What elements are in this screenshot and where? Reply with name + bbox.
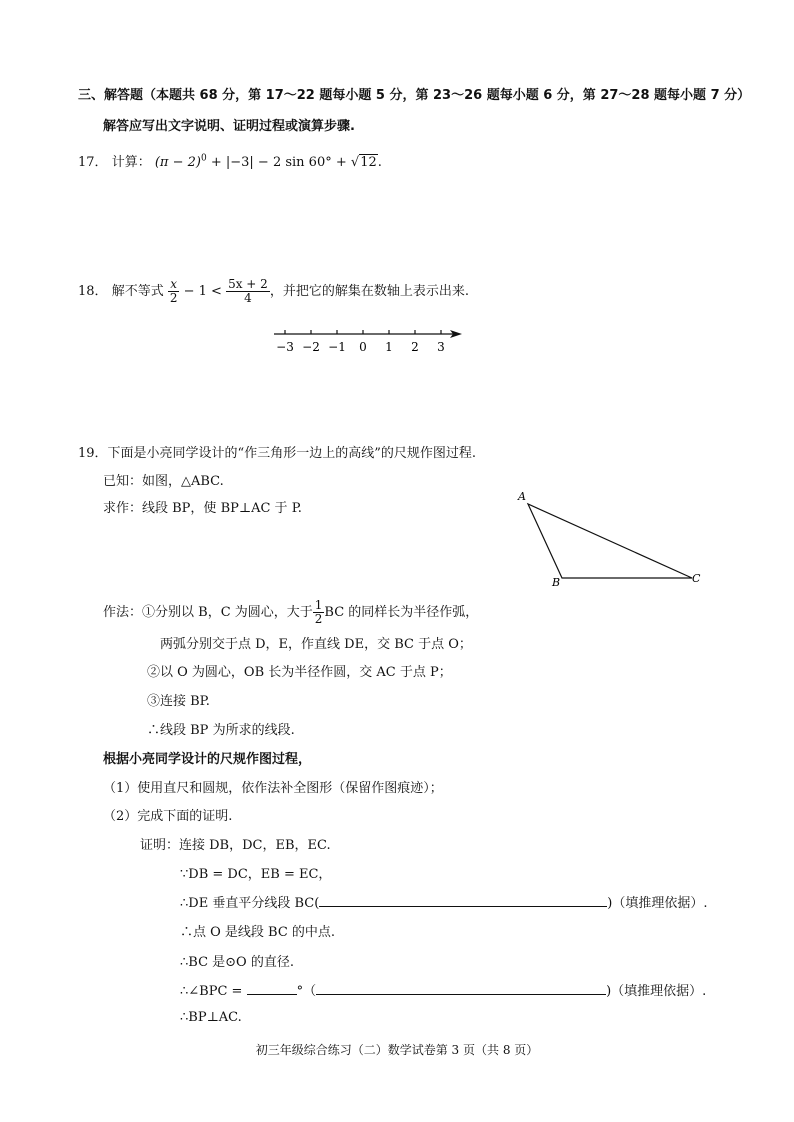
axis-label: 2 <box>411 340 419 354</box>
step1-frac-num: 1 <box>314 598 323 612</box>
triangle-abc <box>528 504 692 578</box>
q17-exponent: 0 <box>200 153 207 164</box>
axis-label: 1 <box>385 340 393 354</box>
number-line <box>268 322 468 358</box>
q17-expr-a: (π − 2) <box>154 155 201 170</box>
proof-line-5-deg: °（ <box>296 984 317 999</box>
vertex-c-label: C <box>692 572 701 585</box>
q18-frac1-num: x <box>168 278 180 292</box>
proof-line-2-b: )（填推理依据）. <box>607 896 708 911</box>
proof-line-5 <box>180 980 706 999</box>
proof-blank-reason-1[interactable] <box>319 894 607 907</box>
axis-label: 0 <box>359 340 367 354</box>
axis-label: 3 <box>437 340 445 354</box>
section-heading: 三、解答题（本题共 68 分，第 17～22 题每小题 5 分，第 23～26 题每小题 6 分，第 27～28 题每小题 7 分） <box>78 88 751 103</box>
step1-fraction <box>313 599 325 626</box>
q19-conclusion: ∴线段 BP 为所求的线段. <box>147 723 295 738</box>
proof-blank-reason-2[interactable] <box>316 982 606 995</box>
axis-label: −3 <box>276 340 294 354</box>
q18-frac1-den: 2 <box>169 291 178 305</box>
method-label: 作法： <box>103 605 143 620</box>
proof-line-1: ∵DB = DC，EB = EC， <box>180 867 332 882</box>
step1-part-a: ①分别以 B，C 为圆心，大于 <box>142 605 313 620</box>
q17-prompt: 计算： <box>111 155 151 170</box>
section-instruction: 解答应写出文字说明、证明过程或演算步骤. <box>103 119 355 134</box>
q19-task: 求作：线段 BP，使 BP⊥AC 于 P. <box>103 501 302 516</box>
q18-frac2-num: 5x + 2 <box>228 277 268 291</box>
proof-blank-angle[interactable] <box>247 982 297 995</box>
question-17 <box>78 151 382 170</box>
q17-radicand: 12 <box>360 155 377 170</box>
vertex-a-label: A <box>518 490 526 503</box>
proof-line-4: ∴BC 是⊙O 的直径. <box>180 955 294 970</box>
q18-number: 18． <box>78 284 108 299</box>
proof-line-3: ∴点 O 是线段 BC 的中点. <box>180 925 336 940</box>
q19-step-1 <box>103 599 478 626</box>
q18-prompt: 解不等式 <box>111 284 164 299</box>
question-18 <box>78 278 469 305</box>
q18-frac2-den: 4 <box>244 291 252 305</box>
q19-number: 19． <box>78 446 108 461</box>
step1-part-b: BC 的同样长为半径作弧， <box>324 605 479 620</box>
axis-label: −1 <box>328 340 346 354</box>
q18-mid: − 1 < <box>179 284 227 299</box>
q17-expr-b: + |−3| − 2 sin 60° + <box>206 155 351 170</box>
q18-suffix: ，并把它的解集在数轴上表示出来. <box>269 284 469 299</box>
q17-expr-end: . <box>377 155 382 170</box>
question-19-intro <box>78 442 476 461</box>
proof-line-5-b: )（填推理依据）. <box>606 984 707 999</box>
q19-step-2: ②以 O 为圆心，OB 长为半径作圆，交 AC 于点 P； <box>147 665 452 680</box>
page-footer: 初三年级综合练习（二）数学试卷第 3 页（共 8 页） <box>255 1043 539 1057</box>
q19-step-1-cont: 两弧分别交于点 D，E，作直线 DE，交 BC 于点 O； <box>160 637 472 652</box>
step1-frac-den: 2 <box>314 612 323 626</box>
q19-intro-text: 下面是小亮同学设计的“作三角形一边上的高线”的尺规作图过程. <box>107 446 476 461</box>
q17-number: 17． <box>78 155 108 170</box>
vertex-b-label: B <box>552 576 561 588</box>
triangle-abc-figure <box>512 488 712 588</box>
q19-step-3: ③连接 BP. <box>147 694 210 709</box>
q19-part-2: （2）完成下面的证明. <box>103 809 233 824</box>
q18-fraction-1 <box>168 278 180 305</box>
axis-label: −2 <box>302 340 320 354</box>
proof-intro: 证明：连接 DB，DC，EB，EC. <box>140 838 331 853</box>
proof-line-5-a: ∴∠BPC = <box>180 984 247 999</box>
proof-line-6: ∴BP⊥AC. <box>180 1010 242 1025</box>
q19-part-1: （1）使用直尺和圆规，依作法补全图形（保留作图痕迹）； <box>103 781 443 796</box>
proof-line-2 <box>180 892 707 911</box>
q19-given: 已知：如图，△ABC. <box>103 474 224 489</box>
q19-basis: 根据小亮同学设计的尺规作图过程， <box>103 752 312 767</box>
sqrt-symbol: √ <box>350 155 360 170</box>
q18-fraction-2 <box>226 278 270 305</box>
proof-line-2-a: ∴DE 垂直平分线段 BC( <box>180 896 320 911</box>
